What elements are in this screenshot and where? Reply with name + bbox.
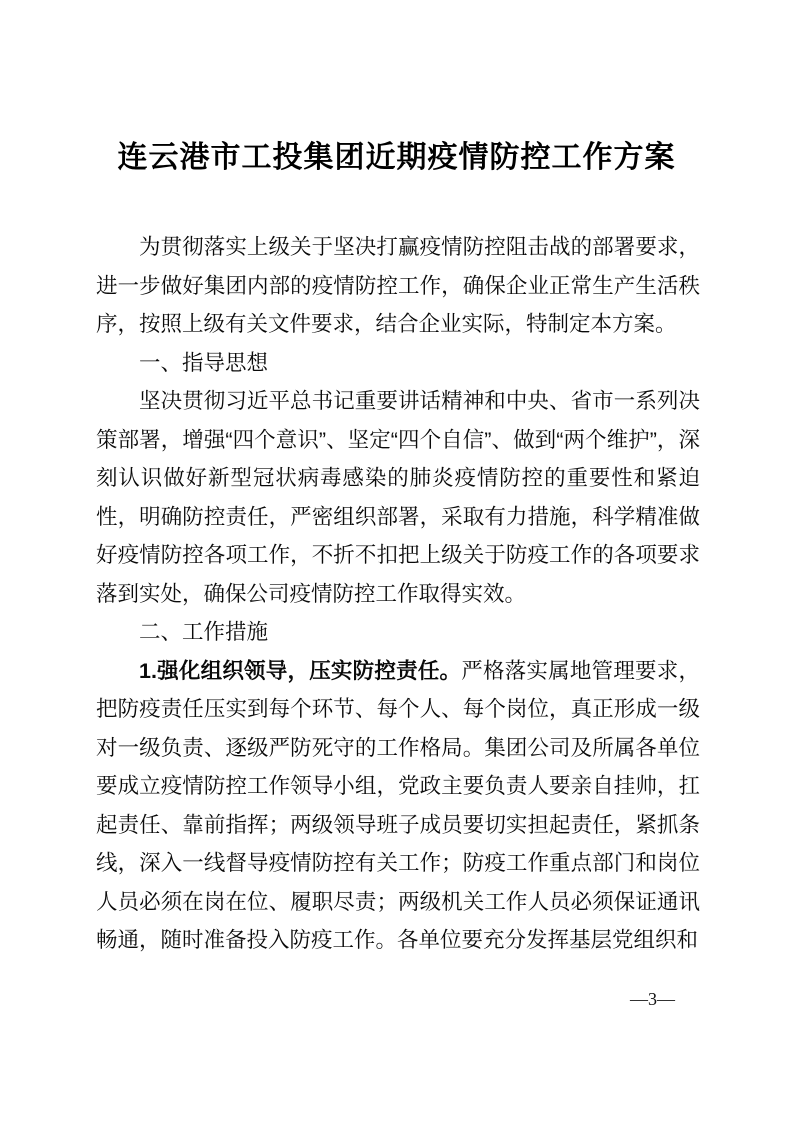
paragraph-guiding-ideology: 坚决贯彻习近平总书记重要讲话精神和中央、省市一系列决策部署，增强“四个意识”、坚定“四个自信”、做到“两个维护”，深刻认识做好新型冠状病毒感染的肺炎疫情防控的重要性和紧迫性，明确防控责任，严密组织部署，采取有力措施，科学精准做好疫情防控各项工作，不折不扣把上级关于防疫工作的各项要求落到实处，确保公司疫情防控工作取得实效。 [96, 389, 700, 606]
heading-work-measures: 二、工作措施 [139, 620, 269, 644]
page-number: —3— [630, 989, 675, 1009]
measure-1-body-text: 严格落实属地管理要求，把防疫责任压实到每个环节、每个人、每个岗位，真正形成一级对一级负责、逐级严防死守的工作格局。集团公司及所属各单位要成立疫情防控工作领导小组，党政主要负责人要亲自挂帅，扛起责任、靠前指挥；两级领导班子成员要切实担起责任，紧抓条线，深入一线督导疫情防控有关工作；防疫工作重点部门和岗位人员必须在岗在位、履职尽责；两级机关工作人员必须保证通讯畅通，随时准备投入防疫工作。各单位要充分发挥基层党组织和 [96, 658, 700, 952]
paragraph-measure-1 [96, 652, 700, 960]
paragraph-intro: 为贯彻落实上级关于坚决打赢疫情防控阻击战的部署要求，进一步做好集团内部的疫情防控工作，确保企业正常生产生活秩序，按照上级有关文件要求，结合企业实际，特制定本方案。 [96, 235, 700, 336]
document-title: 连云港市工投集团近期疫情防控工作方案 [117, 141, 676, 174]
measure-1-lead-text: 1.强化组织领导，压实防控责任。 [139, 658, 462, 683]
heading-guiding-ideology: 一、指导思想 [139, 350, 269, 375]
document-body [96, 228, 700, 960]
